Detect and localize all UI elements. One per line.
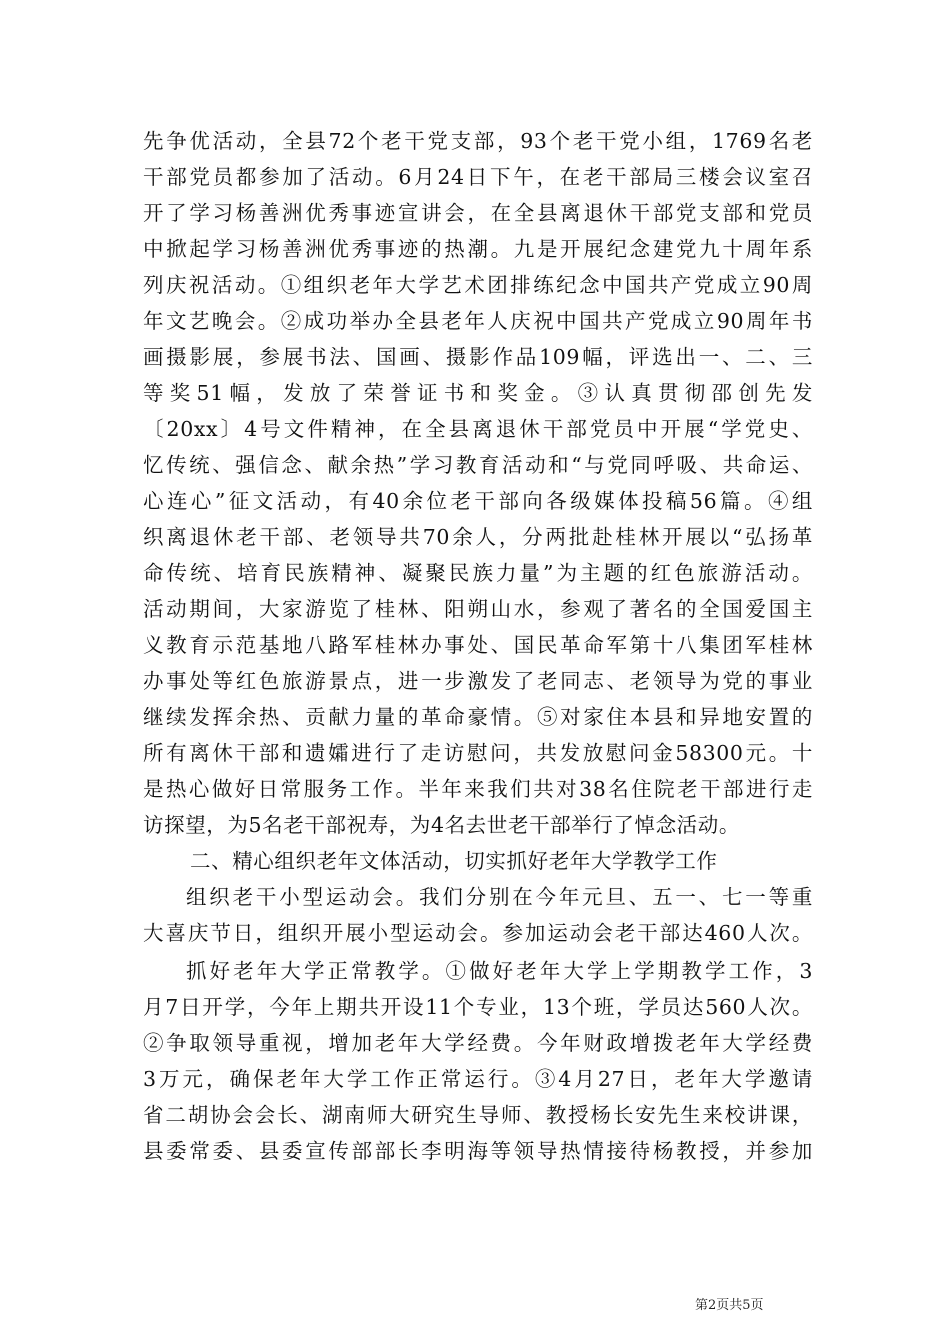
body-line: 义教育示范基地八路军桂林办事处、国民革命军第十八集团军桂林 xyxy=(143,633,813,657)
body-line: 访探望，为5名老干部祝寿，为4名去世老干部举行了悼念活动。 xyxy=(143,813,740,837)
body-line: 办事处等红色旅游景点，进一步激发了老同志、老领导为党的事业 xyxy=(143,669,813,693)
body-line: 组织老干小型运动会。我们分别在今年元旦、五一、七一等重 xyxy=(186,885,813,909)
body-line: 继续发挥余热、贡献力量的革命豪情。⑤对家住本县和异地安置的 xyxy=(143,705,813,729)
body-line: 县委常委、县委宣传部部长李明海等领导热情接待杨教授，并参加 xyxy=(143,1139,813,1163)
body-line: ②争取领导重视，增加老年大学经费。今年财政增拨老年大学经费 xyxy=(143,1031,813,1055)
body-line: 活动期间，大家游览了桂林、阳朔山水，参观了著名的全国爱国主 xyxy=(143,597,813,621)
body-line: 〔20xx〕4号文件精神，在全县离退休干部党员中开展“学党史、 xyxy=(143,417,813,441)
body-line: 织离退休老干部、老领导共70余人，分两批赴桂林开展以“弘扬革 xyxy=(143,525,813,549)
body-line: 先争优活动，全县72个老干党支部，93个老干党小组，1769名老 xyxy=(143,129,813,153)
body-line: 抓好老年大学正常教学。①做好老年大学上学期教学工作，3 xyxy=(186,959,813,983)
body-line: 列庆祝活动。①组织老年大学艺术团排练纪念中国共产党成立90周 xyxy=(143,273,813,297)
body-line: 年文艺晚会。②成功举办全县老年人庆祝中国共产党成立90周年书 xyxy=(143,309,813,333)
body-line: 画摄影展，参展书法、国画、摄影作品109幅，评选出一、二、三 xyxy=(143,345,813,369)
body-line: 干部党员都参加了活动。6月24日下午，在老干部局三楼会议室召 xyxy=(143,165,813,189)
body-line: 所有离休干部和遗孀进行了走访慰问，共发放慰问金58300元。十 xyxy=(143,741,813,765)
body-line: 心连心”征文活动，有40余位老干部向各级媒体投稿56篇。④组 xyxy=(143,489,813,513)
body-line: 省二胡协会会长、湖南师大研究生导师、教授杨长安先生来校讲课， xyxy=(143,1103,813,1127)
body-line: 等奖51幅，发放了荣誉证书和奖金。③认真贯彻邵创先发 xyxy=(143,381,813,405)
body-line: 开了学习杨善洲优秀事迹宣讲会，在全县离退休干部党支部和党员 xyxy=(143,201,813,225)
body-line: 3万元，确保老年大学工作正常运行。③4月27日，老年大学邀请 xyxy=(143,1067,813,1091)
body-line: 忆传统、强信念、献余热”学习教育活动和“与党同呼吸、共命运、 xyxy=(143,453,813,477)
body-line: 月7日开学，今年上期共开设11个专业，13个班，学员达560人次。 xyxy=(143,995,813,1019)
body-line: 大喜庆节日，组织开展小型运动会。参加运动会老干部达460人次。 xyxy=(143,921,813,945)
section-heading: 二、精心组织老年文体活动，切实抓好老年大学教学工作 xyxy=(190,849,718,873)
body-line: 命传统、培育民族精神、凝聚民族力量”为主题的红色旅游活动。 xyxy=(143,561,813,585)
body-line: 是热心做好日常服务工作。半年来我们共对38名住院老干部进行走 xyxy=(143,777,813,801)
page-number: 第2页共5页 xyxy=(695,1298,764,1313)
body-line: 中掀起学习杨善洲优秀事迹的热潮。九是开展纪念建党九十周年系 xyxy=(143,237,813,261)
